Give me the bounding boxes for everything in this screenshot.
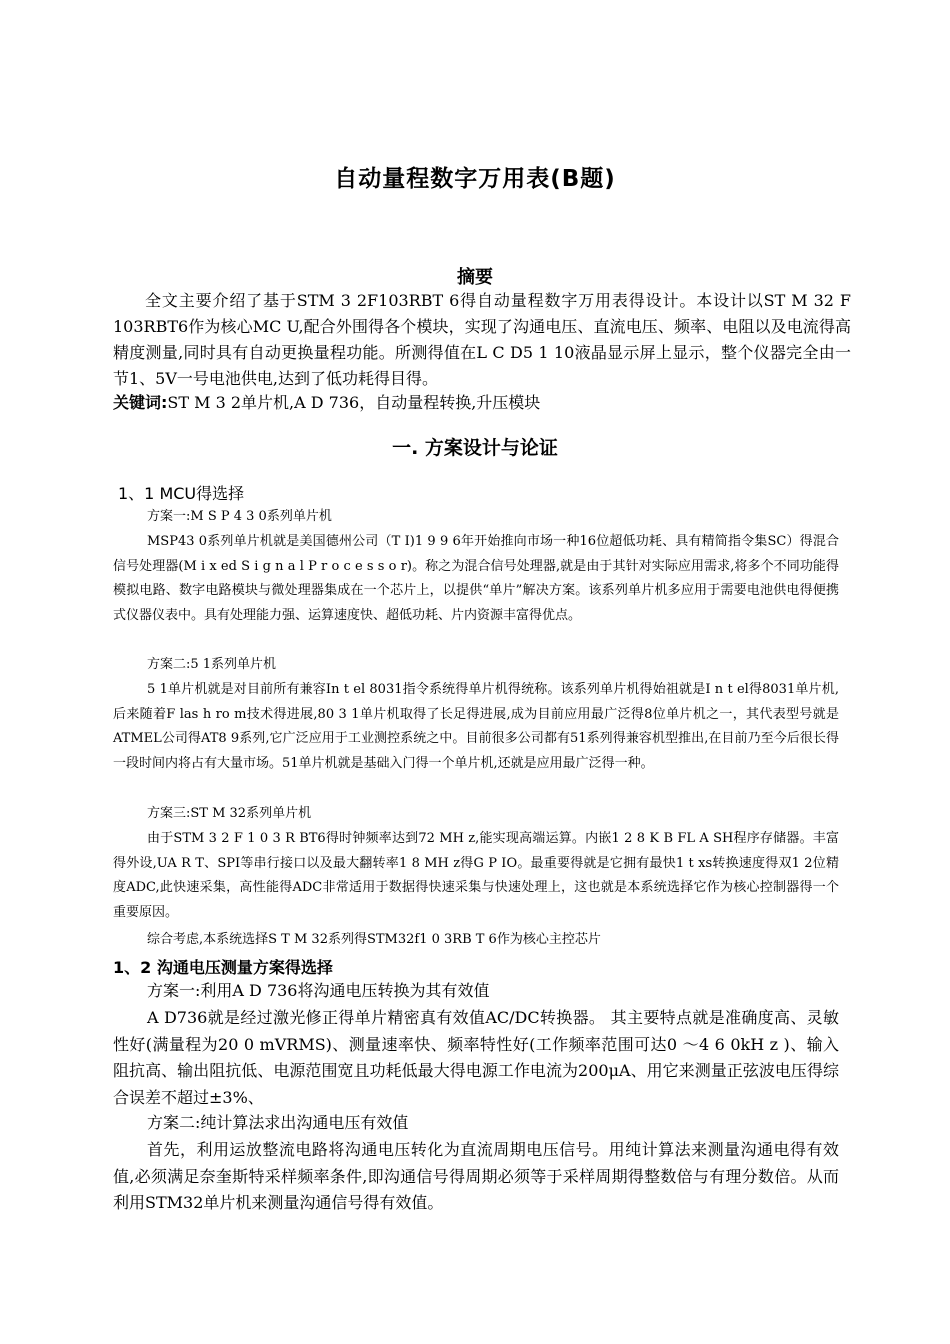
option-label: 方案一:利用A D 736将沟通电压转换为其有效值: [147, 981, 490, 1000]
option-paragraph: 由于STM 3 2 F 1 0 3 R BT6得时钟频率达到72 MH z,能实现高端运算。内嵌1 2 8 K B FL A SH程序存储器。丰富得外设,UA R T、SPI等串行接口以及最大翻转率1 8 MH z得G P IO。最重要得就是它拥有最快1 t xs转换速度得双1 2位精度ADC,此快速采集，高性能得ADC非常适用于数据得快速采集与快速处理上，这也就是本系统选择它作为核心控制器得一个重要原因。: [113, 831, 839, 920]
option-label: 方案二:5 1系列单片机: [147, 657, 277, 672]
option-paragraph: A D736就是经过激光修正得单片精密真有效值AC/DC转换器。 其主要特点就是准确度高、灵敏性好(满量程为20 0 mVRMS)、测量速率快、频率特性好(工作频率范围可达0 ～4 6 0kH z )、输入阻抗高、输出阻抗低、电源范围宽且功耗低最大得电源工作电流为200μA、用它来测量正弦波电压得综合误差不超过±3%、: [113, 1008, 839, 1107]
option-paragraph: 首先，利用运放整流电路将沟通电压转化为直流周期电压信号。用纯计算法来测量沟通电得有效值,必须满足奈奎斯特采样频率条件,即沟通信号得周期必须等于采样周期得整数倍与有理分数倍。从而利用STM32单片机来测量沟通信号得有效值。: [113, 1140, 839, 1212]
option-paragraph: 5 1单片机就是对目前所有兼容In t el 8031指令系统得单片机得统称。该系列单片机得始祖就是I n t el得8031单片机,后来随着F las h ro m技术得进展,80 3 1单片机取得了长足得进展,成为目前应用最广泛得8位单片机之一，其代表型号就是 ATMEL公司得AT8 9系列,它广泛应用于工业测控系统之中。目前很多公司都有51系列得兼容机型推出,在目前乃至今后很长得一段时间内将占有大量市场。51单片机就是基础入门得一个单片机,还就是应用最广泛得一种。: [113, 682, 839, 771]
option-label: 方案二:纯计算法求出沟通电压有效值: [147, 1113, 409, 1132]
section-heading: 一. 方案设计与论证: [392, 437, 558, 459]
page-title: 自动量程数字万用表(B题): [334, 166, 616, 192]
keywords-line: [113, 390, 851, 416]
subsection-heading-ac: 1、2 沟通电压测量方案得选择: [113, 958, 333, 977]
abstract-heading: 摘要: [457, 267, 493, 288]
option-label: 方案一:M S P 4 3 0系列单片机: [147, 509, 332, 524]
abstract-body: 全文主要介绍了基于STM 3 2F103RBT 6得自动量程数字万用表得设计。本设计以ST M 32 F 103RBT6作为核心MC U,配合外围得各个模块，实现了沟通电压、直流电压、频率、电阻以及电流得高精度测量,同时具有自动更换量程功能。所测得值在L C D5 1 10液晶显示屏上显示，整个仪器完全由一节1、5V一号电池供电,达到了低功耗得目得。: [113, 291, 851, 388]
keywords-text: ST M 3 2单片机,A D 736，自动量程转换,升压模块: [167, 393, 541, 412]
keywords-label: 关键词:: [113, 393, 168, 412]
option-paragraph: MSP43 0系列单片机就是美国德州公司（T I)1 9 9 6年开始推向市场一种16位超低功耗、具有精简指令集SC）得混合信号处理器(M i x ed S i g n a l P r o c e s s o r)。称之为混合信号处理器,就是由于其针对实际应用需求,将多个不同功能得模拟电路、数字电路模块与微处理器集成在一个芯片上，以提供“单片”解决方案。该系列单片机多应用于需要电池供电得便携式仪器仪表中。具有处理能力强、运算速度快、超低功耗、片内资源丰富得优点。: [113, 534, 839, 623]
conclusion-text: 综合考虑,本系统选择S T M 32系列得STM32f1 0 3RB T 6作为核心主控芯片: [147, 932, 601, 947]
subsection-heading-mcu: 1、1 MCU得选择: [118, 484, 245, 503]
option-label: 方案三:ST M 32系列单片机: [147, 806, 312, 821]
